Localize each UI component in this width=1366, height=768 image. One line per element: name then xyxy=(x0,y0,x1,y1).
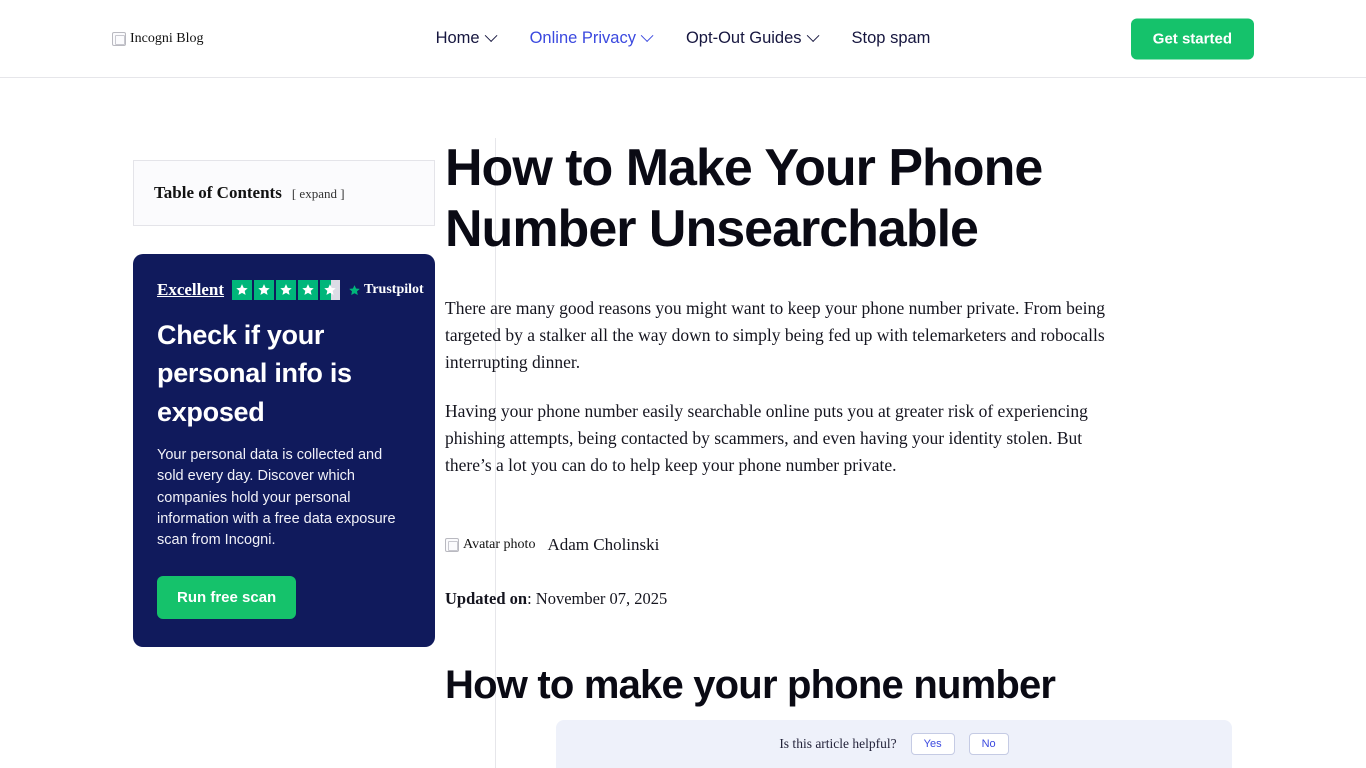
article-author xyxy=(445,535,1144,555)
avatar-alt-text: Avatar photo xyxy=(463,537,536,553)
toc-title: Table of Contents xyxy=(154,183,282,202)
avatar xyxy=(445,537,535,553)
nav-item-opt-out-guides[interactable] xyxy=(686,29,818,48)
nav-label-home: Home xyxy=(435,29,480,47)
article-paragraph: Having your phone number easily searchable online puts you at greater risk of experiencing phishing attempts, being contacted by scammers, and even having your identity stolen. But there’s a lot you can do to help keep your phone number private. xyxy=(445,401,1088,476)
nav-label-opt-out-guides: Opt-Out Guides xyxy=(685,29,802,47)
logo-broken-image xyxy=(112,31,204,47)
broken-image-icon xyxy=(445,538,459,552)
chevron-down-icon xyxy=(485,29,498,42)
main-navigation xyxy=(436,29,931,48)
nav-label-online-privacy: Online Privacy xyxy=(529,29,636,47)
trustpilot-stars xyxy=(232,280,340,300)
article-content xyxy=(384,78,1144,768)
page-body xyxy=(0,78,1366,768)
feedback-no-button[interactable]: No xyxy=(969,733,1009,755)
sidebar xyxy=(0,78,424,768)
updated-date xyxy=(445,589,1144,609)
updated-label: Updated on xyxy=(445,589,528,609)
trustpilot-star-icon xyxy=(348,284,361,297)
site-header xyxy=(0,0,1366,78)
article-paragraph: There are many good reasons you might want to keep your phone number private. From being targeted by a stalker all the way down to simply being fed up with telemarketers and robocalls interrupting dinner. xyxy=(445,297,1105,372)
article-feedback-bar xyxy=(556,720,1232,768)
broken-image-icon xyxy=(112,32,126,46)
run-free-scan-button[interactable]: Run free scan xyxy=(157,576,296,619)
get-started-button[interactable]: Get started xyxy=(1131,18,1254,59)
feedback-question: Is this article helpful? xyxy=(779,736,897,751)
trustpilot-label: Trustpilot xyxy=(364,282,424,297)
nav-item-online-privacy[interactable] xyxy=(530,29,652,48)
star-icon xyxy=(276,280,296,300)
promo-heading: Check if your personal info is exposed xyxy=(157,320,352,427)
article-body xyxy=(445,295,1144,480)
star-half-icon xyxy=(320,280,340,300)
promo-body: Your personal data is collected and sold every day. Discover which companies hold your personal information with a free data exposure scan from Incogni. xyxy=(157,446,396,549)
trustpilot-rating-word: Excellent xyxy=(157,280,225,299)
star-icon xyxy=(254,280,274,300)
page-title: How to Make Your Phone Number Unsearchable xyxy=(445,139,1043,259)
star-icon xyxy=(298,280,318,300)
logo-alt-text: Incogni Blog xyxy=(130,30,204,46)
updated-value: : November 07, 2025 xyxy=(527,589,668,609)
toc-expand-toggle[interactable]: [ expand ] xyxy=(291,186,345,201)
nav-label-stop-spam: Stop spam xyxy=(851,29,931,47)
nav-item-stop-spam[interactable] xyxy=(852,29,931,48)
trustpilot-rating xyxy=(157,280,424,300)
nav-item-home[interactable] xyxy=(436,29,496,48)
star-icon xyxy=(232,280,252,300)
section-heading: How to make your phone number xyxy=(445,663,1056,708)
author-name: Adam Cholinski xyxy=(547,535,660,555)
chevron-down-icon xyxy=(641,29,654,42)
chevron-down-icon xyxy=(807,29,820,42)
feedback-yes-button[interactable]: Yes xyxy=(911,733,955,755)
site-logo[interactable] xyxy=(112,31,204,47)
